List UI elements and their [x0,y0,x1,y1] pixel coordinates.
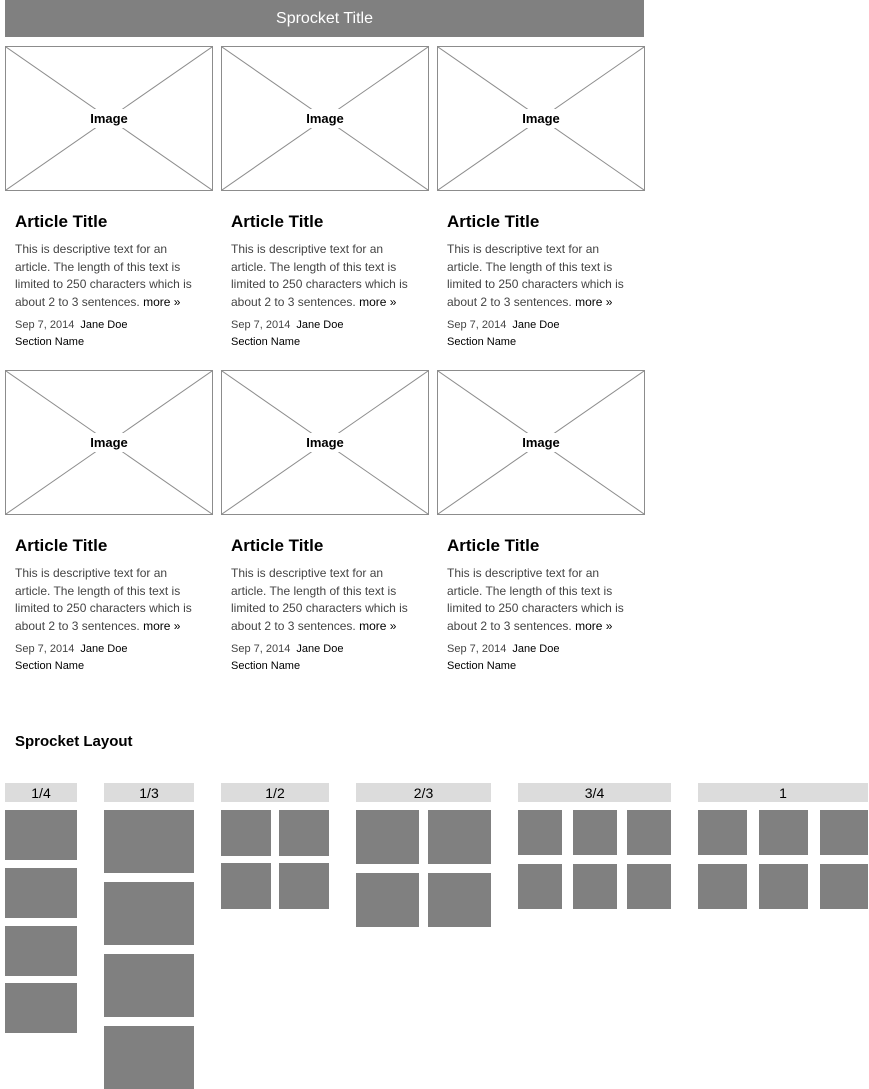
more-link[interactable]: more » [575,294,613,309]
layout-block [627,864,671,909]
layout-block [698,864,747,909]
article-section[interactable]: Section Name [231,660,301,672]
article-date: Sep 7, 2014 [447,319,507,331]
article-date: Sep 7, 2014 [231,643,291,655]
image-placeholder[interactable] [5,370,213,515]
image-label: Image [84,433,134,452]
article-meta [231,319,343,331]
article-author[interactable]: Jane Doe [512,319,560,331]
layout-block [518,864,562,909]
layout-block [428,810,491,864]
article-description-text: This is descriptive text for an article. The length of this text is limited to 250 characters which is about 2 to 3 sentences. [231,242,408,309]
column-label-third: 1/3 [104,783,194,802]
layout-block [356,810,419,864]
article-title[interactable]: Article Title [231,212,324,231]
article-author[interactable]: Jane Doe [296,643,344,655]
layout-block [104,954,194,1017]
layout-block [518,810,562,855]
layout-block [221,863,271,909]
article-description [231,565,421,635]
more-link[interactable]: more » [359,294,397,309]
article-title[interactable]: Article Title [15,536,108,555]
image-label: Image [84,109,134,128]
layout-block [820,864,868,909]
article-date: Sep 7, 2014 [447,643,507,655]
layout-block [5,926,77,976]
article-author[interactable]: Jane Doe [512,643,560,655]
more-link[interactable]: more » [359,618,397,633]
article-meta [15,643,127,655]
layout-block [573,864,617,909]
article-author[interactable]: Jane Doe [296,319,344,331]
layout-block [759,864,808,909]
article-date: Sep 7, 2014 [231,319,291,331]
article-title[interactable]: Article Title [447,212,540,231]
article-description-text: This is descriptive text for an article. The length of this text is limited to 250 characters which is about 2 to 3 sentences. [447,566,624,633]
layout-block [698,810,747,855]
column-label-half: 1/2 [221,783,329,802]
layout-block [5,810,77,860]
image-label: Image [300,433,350,452]
column-label-quarter: 1/4 [5,783,77,802]
image-label: Image [516,109,566,128]
layout-block [573,810,617,855]
column-label-three-quarters: 3/4 [518,783,671,802]
article-title[interactable]: Article Title [15,212,108,231]
image-label: Image [300,109,350,128]
article-title[interactable]: Article Title [447,536,540,555]
layout-block [5,983,77,1033]
sprocket-title: Sprocket Title [276,9,373,27]
article-description [231,241,421,311]
layout-block [428,873,491,927]
article-description [447,565,637,635]
layout-block [104,1026,194,1089]
sprocket-layout-heading: Sprocket Layout [15,733,133,750]
layout-block [221,810,271,856]
layout-block [759,810,808,855]
article-description-text: This is descriptive text for an article. The length of this text is limited to 250 characters which is about 2 to 3 sentences. [15,566,192,633]
layout-block [279,863,329,909]
article-meta [15,319,127,331]
layout-block [104,882,194,945]
article-description-text: This is descriptive text for an article. The length of this text is limited to 250 characters which is about 2 to 3 sentences. [231,566,408,633]
image-label: Image [516,433,566,452]
layout-block [104,810,194,873]
layout-block [279,810,329,856]
column-label-full: 1 [698,783,868,802]
article-section[interactable]: Section Name [15,660,85,672]
more-link[interactable]: more » [143,294,181,309]
article-title[interactable]: Article Title [231,536,324,555]
article-meta [231,643,343,655]
column-label-two-thirds: 2/3 [356,783,491,802]
image-placeholder[interactable] [221,370,429,515]
more-link[interactable]: more » [575,618,613,633]
image-placeholder[interactable] [437,46,645,191]
sprocket-title-bar [5,0,644,37]
article-description [15,565,205,635]
article-meta [447,319,559,331]
article-date: Sep 7, 2014 [15,643,75,655]
article-meta [447,643,559,655]
layout-block [5,868,77,918]
image-placeholder[interactable] [437,370,645,515]
article-section[interactable]: Section Name [15,336,85,348]
article-author[interactable]: Jane Doe [80,643,128,655]
article-description-text: This is descriptive text for an article. The length of this text is limited to 250 characters which is about 2 to 3 sentences. [447,242,624,309]
article-description-text: This is descriptive text for an article. The length of this text is limited to 250 characters which is about 2 to 3 sentences. [15,242,192,309]
image-placeholder[interactable] [221,46,429,191]
article-description [15,241,205,311]
image-placeholder[interactable] [5,46,213,191]
article-section[interactable]: Section Name [447,660,517,672]
article-section[interactable]: Section Name [447,336,517,348]
layout-block [627,810,671,855]
article-author[interactable]: Jane Doe [80,319,128,331]
article-description [447,241,637,311]
layout-block [820,810,868,855]
layout-block [356,873,419,927]
article-date: Sep 7, 2014 [15,319,75,331]
article-section[interactable]: Section Name [231,336,301,348]
more-link[interactable]: more » [143,618,181,633]
